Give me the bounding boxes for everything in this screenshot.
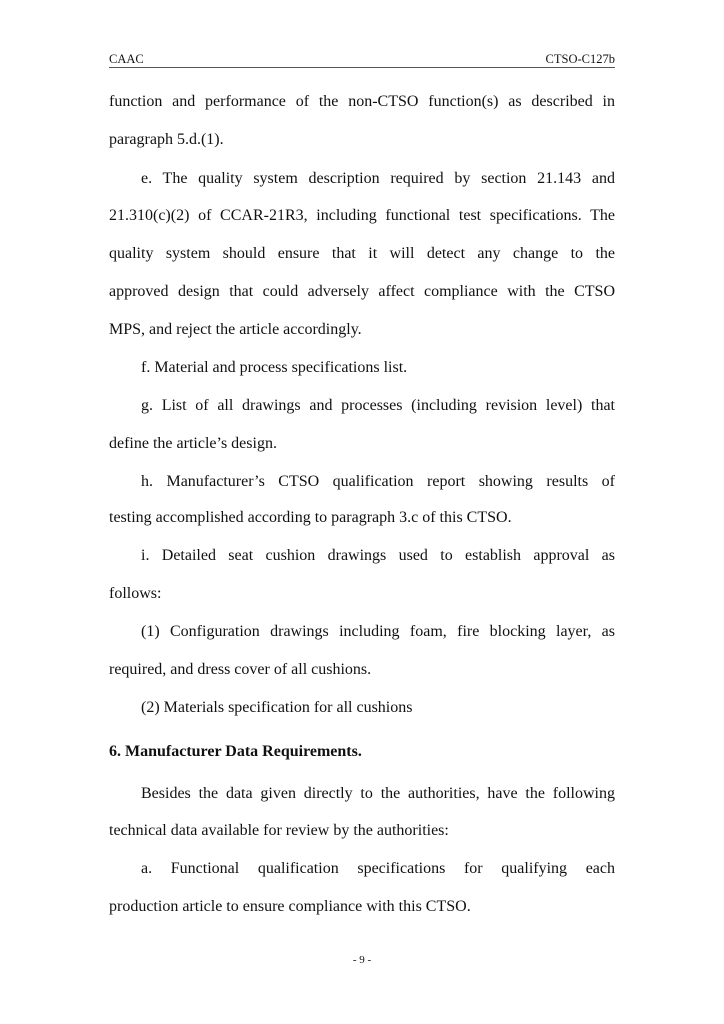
text-line: Besides the data given directly to the authorities, have the following [141, 785, 615, 802]
text-line: approved design that could adversely affect compliance with the CTSO [109, 283, 615, 300]
text-line: g. List of all drawings and processes (including revision level) that [141, 397, 615, 414]
text-line: technical data available for review by the authorities: [109, 822, 449, 839]
text-line: i. Detailed seat cushion drawings used to establish approval as [141, 547, 615, 564]
section-heading: 6. Manufacturer Data Requirements. [109, 743, 362, 760]
text-line: (1) Configuration drawings including foam, fire blocking layer, as [141, 623, 615, 640]
page-number: - 9 - [352, 954, 372, 966]
text-line: f. Material and process specifications list. [141, 359, 408, 376]
text-line: production article to ensure compliance with this CTSO. [109, 898, 471, 915]
text-line: MPS, and reject the article accordingly. [109, 321, 362, 338]
text-line: e. The quality system description required by section 21.143 and [141, 170, 615, 187]
text-line: a. Functional qualification specifications for qualifying each [141, 860, 615, 877]
text-line: (2) Materials specification for all cushions [141, 699, 413, 716]
header-document-id: CTSO-C127b [545, 52, 615, 66]
text-line: h. Manufacturer’s CTSO qualification report showing results of [141, 473, 615, 490]
header-divider [109, 67, 615, 68]
text-line: 21.310(c)(2) of CCAR-21R3, including functional test specifications. The [109, 207, 615, 224]
text-line: follows: [109, 585, 162, 602]
text-line: paragraph 5.d.(1). [109, 131, 224, 148]
page-header [109, 52, 615, 67]
text-line: define the article’s design. [109, 435, 277, 452]
text-line: required, and dress cover of all cushions. [109, 661, 372, 678]
text-line: testing accomplished according to paragraph 3.c of this CTSO. [109, 509, 512, 526]
header-organization: CAAC [109, 52, 144, 66]
text-line: quality system should ensure that it will detect any change to the [109, 245, 615, 262]
text-line: function and performance of the non-CTSO function(s) as described in [109, 93, 615, 110]
